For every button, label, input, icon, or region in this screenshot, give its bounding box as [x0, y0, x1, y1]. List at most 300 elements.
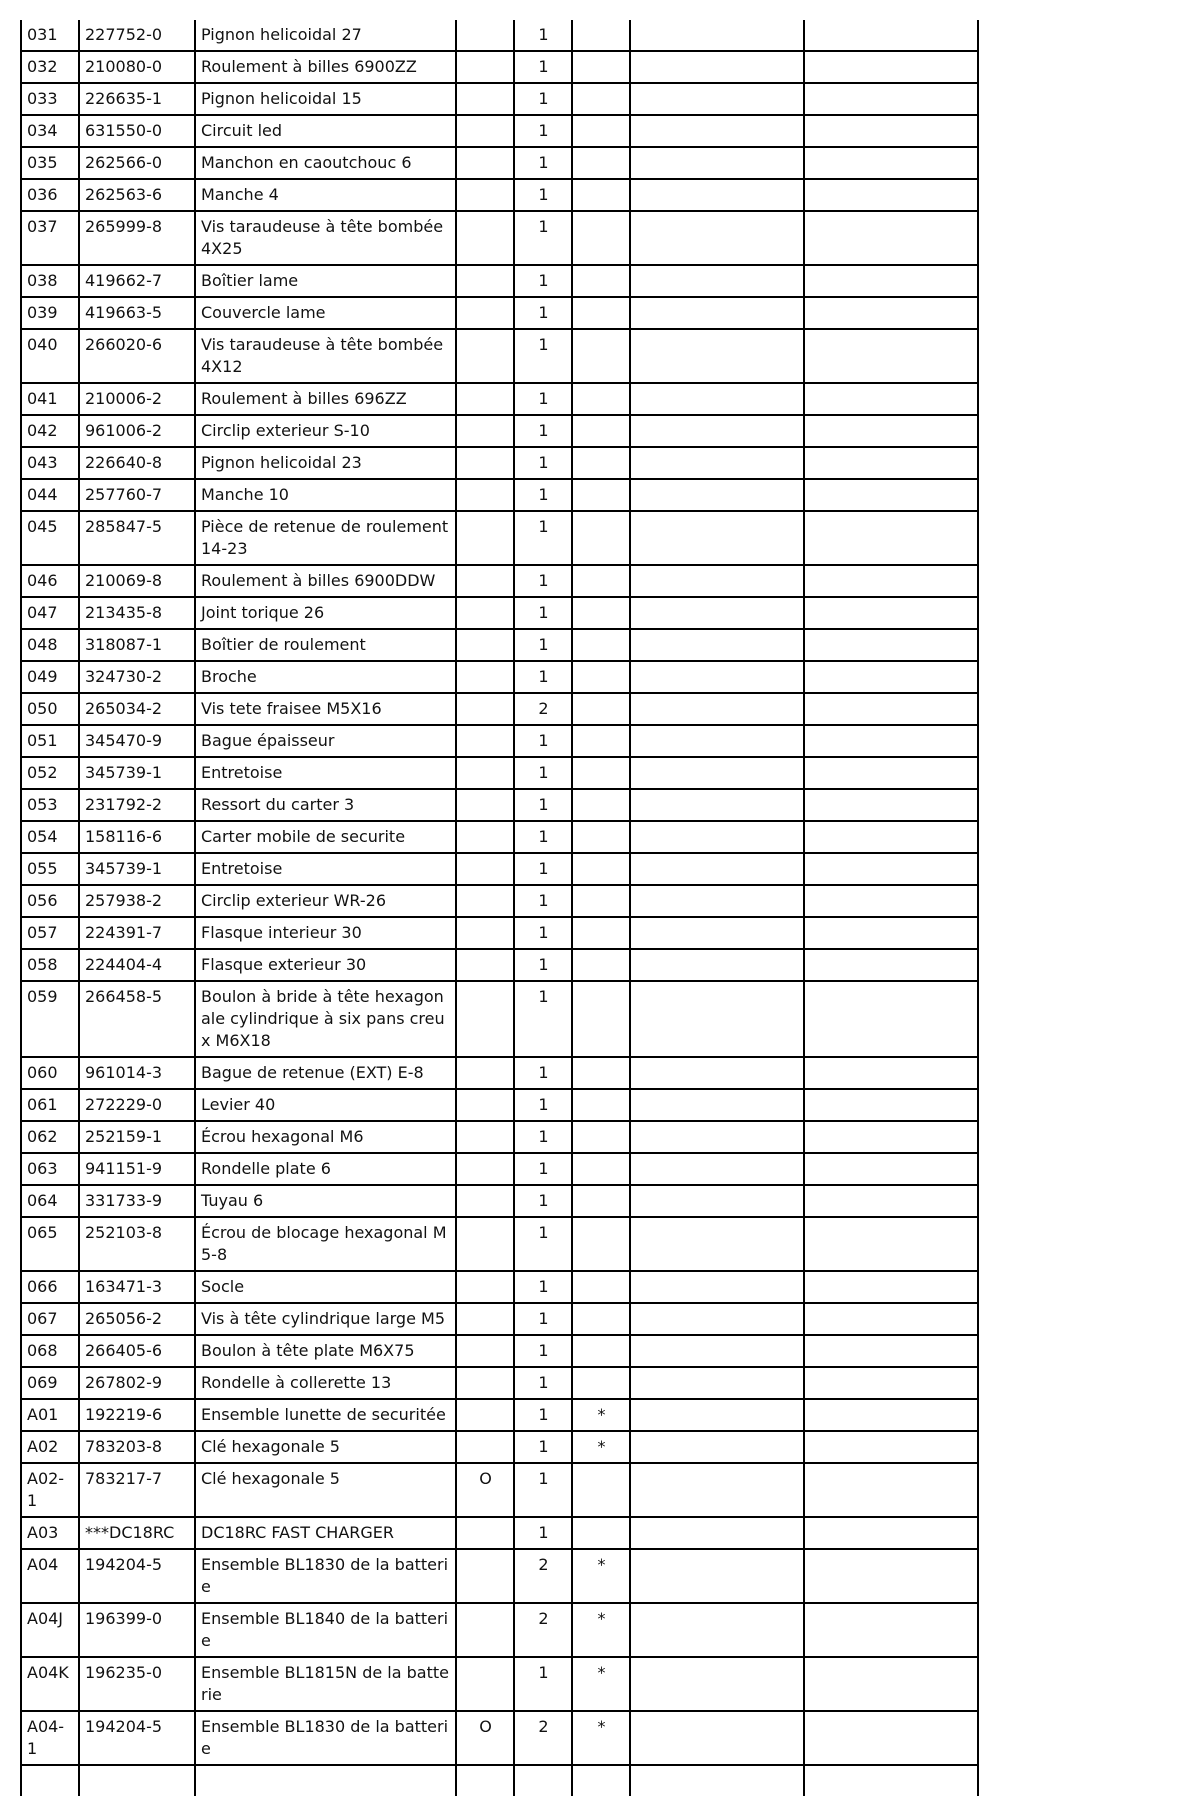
part-number-cell: 266020-6 [79, 329, 195, 383]
blank-cell [804, 661, 978, 693]
table-row [21, 1463, 978, 1517]
part-number-cell: 210006-2 [79, 383, 195, 415]
ref-number-cell: 056 [21, 885, 79, 917]
blank-cell [804, 415, 978, 447]
blank-cell [804, 917, 978, 949]
option-cell [456, 1121, 514, 1153]
table-row [21, 565, 978, 597]
quantity-cell: 1 [514, 981, 572, 1057]
option-cell: O [456, 1463, 514, 1517]
blank-cell [630, 511, 804, 565]
description-cell: Ensemble BL1830 de la batterie [195, 1549, 456, 1603]
note-mark-cell [572, 1057, 630, 1089]
description-cell: Roulement à billes 6900DDW [195, 565, 456, 597]
table-row [21, 1335, 978, 1367]
option-cell [456, 1657, 514, 1711]
blank-cell [804, 1517, 978, 1549]
blank-cell [630, 1367, 804, 1399]
blank-cell [804, 115, 978, 147]
quantity-cell: 1 [514, 725, 572, 757]
ref-number-cell: 042 [21, 415, 79, 447]
blank-cell [630, 383, 804, 415]
description-cell: Vis taraudeuse à tête bombée 4X12 [195, 329, 456, 383]
note-mark-cell [572, 1153, 630, 1185]
quantity-cell: 1 [514, 1303, 572, 1335]
blank-cell [195, 1765, 456, 1796]
description-cell: Ensemble BL1830 de la batterie [195, 1711, 456, 1765]
option-cell [456, 949, 514, 981]
note-mark-cell [572, 329, 630, 383]
table-row [21, 1549, 978, 1603]
blank-cell [804, 1711, 978, 1765]
option-cell [456, 1549, 514, 1603]
description-cell: Flasque interieur 30 [195, 917, 456, 949]
blank-cell [630, 1711, 804, 1765]
blank-cell [804, 1303, 978, 1335]
ref-number-cell: 052 [21, 757, 79, 789]
description-cell: Pignon helicoidal 15 [195, 83, 456, 115]
blank-cell [456, 1765, 514, 1796]
part-number-cell: 345470-9 [79, 725, 195, 757]
note-mark-cell: * [572, 1431, 630, 1463]
blank-cell [630, 565, 804, 597]
option-cell [456, 51, 514, 83]
table-row [21, 1657, 978, 1711]
description-cell: Rondelle à collerette 13 [195, 1367, 456, 1399]
blank-cell [804, 179, 978, 211]
ref-number-cell: 041 [21, 383, 79, 415]
blank-cell [630, 629, 804, 661]
blank-cell [804, 265, 978, 297]
blank-cell [630, 179, 804, 211]
blank-cell [804, 1463, 978, 1517]
quantity-cell: 1 [514, 479, 572, 511]
description-cell: Vis tete fraisee M5X16 [195, 693, 456, 725]
blank-cell [630, 51, 804, 83]
blank-cell [630, 789, 804, 821]
part-number-cell: 192219-6 [79, 1399, 195, 1431]
note-mark-cell [572, 1217, 630, 1271]
part-number-cell: 262563-6 [79, 179, 195, 211]
note-mark-cell [572, 949, 630, 981]
ref-number-cell: A04 [21, 1549, 79, 1603]
blank-cell [630, 1335, 804, 1367]
description-cell: Broche [195, 661, 456, 693]
blank-cell [804, 479, 978, 511]
table-row [21, 693, 978, 725]
description-cell: Couvercle lame [195, 297, 456, 329]
description-cell: Boulon à tête plate M6X75 [195, 1335, 456, 1367]
note-mark-cell [572, 917, 630, 949]
description-cell: Ensemble lunette de securitée [195, 1399, 456, 1431]
option-cell [456, 757, 514, 789]
blank-cell [630, 1431, 804, 1463]
table-row [21, 1121, 978, 1153]
description-cell: Ensemble BL1815N de la batterie [195, 1657, 456, 1711]
table-row [21, 83, 978, 115]
blank-cell [804, 629, 978, 661]
note-mark-cell: * [572, 1711, 630, 1765]
part-number-cell: 163471-3 [79, 1271, 195, 1303]
ref-number-cell: 062 [21, 1121, 79, 1153]
description-cell: Ensemble BL1840 de la batterie [195, 1603, 456, 1657]
description-cell: Pignon helicoidal 27 [195, 20, 456, 51]
blank-cell [804, 853, 978, 885]
ref-number-cell: 061 [21, 1089, 79, 1121]
blank-cell [630, 885, 804, 917]
quantity-cell: 2 [514, 1711, 572, 1765]
blank-cell [630, 1271, 804, 1303]
note-mark-cell [572, 265, 630, 297]
option-cell [456, 1153, 514, 1185]
blank-cell [630, 329, 804, 383]
table-row [21, 981, 978, 1057]
option-cell [456, 725, 514, 757]
note-mark-cell [572, 1121, 630, 1153]
part-number-cell: 257760-7 [79, 479, 195, 511]
option-cell [456, 1303, 514, 1335]
part-number-cell: 210069-8 [79, 565, 195, 597]
blank-cell [804, 447, 978, 479]
description-cell: Bague épaisseur [195, 725, 456, 757]
description-cell: Rondelle plate 6 [195, 1153, 456, 1185]
ref-number-cell: 048 [21, 629, 79, 661]
blank-cell [804, 1657, 978, 1711]
description-cell: Flasque exterieur 30 [195, 949, 456, 981]
quantity-cell: 1 [514, 211, 572, 265]
table-row [21, 1711, 978, 1765]
quantity-cell: 1 [514, 1657, 572, 1711]
description-cell: Écrou hexagonal M6 [195, 1121, 456, 1153]
quantity-cell: 1 [514, 265, 572, 297]
blank-cell [804, 1431, 978, 1463]
ref-number-cell: 032 [21, 51, 79, 83]
blank-cell [630, 83, 804, 115]
option-cell [456, 147, 514, 179]
description-cell: Boulon à bride à tête hexagonale cylindrique à six pans creux M6X18 [195, 981, 456, 1057]
table-row [21, 1603, 978, 1657]
quantity-cell: 1 [514, 1153, 572, 1185]
option-cell [456, 297, 514, 329]
description-cell: Manche 4 [195, 179, 456, 211]
quantity-cell: 1 [514, 949, 572, 981]
blank-cell [804, 1549, 978, 1603]
quantity-cell: 1 [514, 1089, 572, 1121]
description-cell: Circuit led [195, 115, 456, 147]
option-cell [456, 83, 514, 115]
ref-number-cell: A02 [21, 1431, 79, 1463]
quantity-cell: 2 [514, 1549, 572, 1603]
table-row [21, 147, 978, 179]
note-mark-cell [572, 1089, 630, 1121]
note-mark-cell [572, 479, 630, 511]
table-row [21, 179, 978, 211]
ref-number-cell: 069 [21, 1367, 79, 1399]
quantity-cell: 1 [514, 1121, 572, 1153]
part-number-cell: 158116-6 [79, 821, 195, 853]
ref-number-cell: 034 [21, 115, 79, 147]
table-row [21, 1217, 978, 1271]
ref-number-cell: 053 [21, 789, 79, 821]
ref-number-cell: 054 [21, 821, 79, 853]
part-number-cell: 266405-6 [79, 1335, 195, 1367]
table-row [21, 949, 978, 981]
ref-number-cell: 046 [21, 565, 79, 597]
table-row [21, 725, 978, 757]
ref-number-cell: 059 [21, 981, 79, 1057]
quantity-cell: 1 [514, 821, 572, 853]
description-cell: DC18RC FAST CHARGER [195, 1517, 456, 1549]
description-cell: Roulement à billes 696ZZ [195, 383, 456, 415]
quantity-cell: 1 [514, 757, 572, 789]
blank-cell [630, 415, 804, 447]
part-number-cell: 345739-1 [79, 757, 195, 789]
option-cell [456, 1057, 514, 1089]
note-mark-cell [572, 629, 630, 661]
option-cell [456, 853, 514, 885]
table-row [21, 1399, 978, 1431]
ref-number-cell: 038 [21, 265, 79, 297]
ref-number-cell: 060 [21, 1057, 79, 1089]
ref-number-cell: 035 [21, 147, 79, 179]
part-number-cell: 331733-9 [79, 1185, 195, 1217]
description-cell: Manchon en caoutchouc 6 [195, 147, 456, 179]
quantity-cell: 1 [514, 1463, 572, 1517]
ref-number-cell: A01 [21, 1399, 79, 1431]
part-number-cell: 419662-7 [79, 265, 195, 297]
option-cell [456, 1185, 514, 1217]
description-cell: Entretoise [195, 853, 456, 885]
note-mark-cell [572, 1271, 630, 1303]
blank-cell [630, 1603, 804, 1657]
blank-cell [514, 1765, 572, 1796]
table-row [21, 297, 978, 329]
description-cell: Bague de retenue (EXT) E-8 [195, 1057, 456, 1089]
table-row [21, 789, 978, 821]
blank-cell [804, 147, 978, 179]
note-mark-cell [572, 20, 630, 51]
blank-cell [79, 1765, 195, 1796]
quantity-cell: 1 [514, 147, 572, 179]
table-row [21, 415, 978, 447]
quantity-cell: 1 [514, 789, 572, 821]
ref-number-cell: 057 [21, 917, 79, 949]
part-number-cell: 272229-0 [79, 1089, 195, 1121]
table-row [21, 447, 978, 479]
quantity-cell: 1 [514, 1431, 572, 1463]
ref-number-cell: 066 [21, 1271, 79, 1303]
option-cell [456, 479, 514, 511]
ref-number-cell: 051 [21, 725, 79, 757]
table-row [21, 1517, 978, 1549]
blank-cell [630, 1185, 804, 1217]
description-cell: Socle [195, 1271, 456, 1303]
blank-cell [804, 693, 978, 725]
blank-cell [630, 20, 804, 51]
part-number-cell: 213435-8 [79, 597, 195, 629]
note-mark-cell [572, 1303, 630, 1335]
blank-cell [804, 1765, 978, 1796]
quantity-cell: 1 [514, 415, 572, 447]
blank-cell [630, 1463, 804, 1517]
table-row [21, 821, 978, 853]
blank-cell [630, 1303, 804, 1335]
note-mark-cell [572, 1185, 630, 1217]
table-row [21, 1303, 978, 1335]
blank-cell [630, 1153, 804, 1185]
description-cell: Manche 10 [195, 479, 456, 511]
part-number-cell: 266458-5 [79, 981, 195, 1057]
note-mark-cell [572, 821, 630, 853]
table-row [21, 20, 978, 51]
quantity-cell: 1 [514, 853, 572, 885]
part-number-cell: 267802-9 [79, 1367, 195, 1399]
blank-cell [804, 20, 978, 51]
quantity-cell: 1 [514, 329, 572, 383]
blank-cell [804, 383, 978, 415]
description-cell: Tuyau 6 [195, 1185, 456, 1217]
option-cell [456, 329, 514, 383]
quantity-cell: 1 [514, 115, 572, 147]
table-row [21, 629, 978, 661]
table-row [21, 115, 978, 147]
blank-cell [804, 757, 978, 789]
ref-number-cell: 039 [21, 297, 79, 329]
part-number-cell: 265034-2 [79, 693, 195, 725]
option-cell [456, 383, 514, 415]
option-cell [456, 693, 514, 725]
blank-cell [572, 1765, 630, 1796]
blank-cell [804, 725, 978, 757]
quantity-cell: 2 [514, 1603, 572, 1657]
blank-cell [804, 1185, 978, 1217]
parts-list-page [20, 20, 977, 1796]
ref-number-cell: 065 [21, 1217, 79, 1271]
option-cell [456, 597, 514, 629]
part-number-cell: 318087-1 [79, 629, 195, 661]
quantity-cell: 1 [514, 1367, 572, 1399]
description-cell: Levier 40 [195, 1089, 456, 1121]
ref-number-cell: 031 [21, 20, 79, 51]
blank-cell [804, 981, 978, 1057]
description-cell: Ressort du carter 3 [195, 789, 456, 821]
description-cell: Circlip exterieur WR-26 [195, 885, 456, 917]
blank-cell [804, 1335, 978, 1367]
blank-cell [804, 329, 978, 383]
quantity-cell: 1 [514, 1399, 572, 1431]
table-row [21, 661, 978, 693]
blank-cell [630, 1121, 804, 1153]
description-cell: Boîtier lame [195, 265, 456, 297]
table-row [21, 383, 978, 415]
table-row [21, 1089, 978, 1121]
blank-cell [630, 1657, 804, 1711]
part-number-cell: 226640-8 [79, 447, 195, 479]
blank-cell [804, 1057, 978, 1089]
ref-number-cell: 068 [21, 1335, 79, 1367]
note-mark-cell [572, 597, 630, 629]
quantity-cell: 1 [514, 1271, 572, 1303]
note-mark-cell [572, 725, 630, 757]
option-cell [456, 789, 514, 821]
ref-number-cell: 049 [21, 661, 79, 693]
blank-cell [630, 1765, 804, 1796]
blank-cell [804, 1399, 978, 1431]
note-mark-cell [572, 757, 630, 789]
quantity-cell: 1 [514, 383, 572, 415]
option-cell [456, 1367, 514, 1399]
table-row [21, 479, 978, 511]
note-mark-cell [572, 211, 630, 265]
note-mark-cell [572, 693, 630, 725]
option-cell [456, 20, 514, 51]
description-cell: Entretoise [195, 757, 456, 789]
quantity-cell: 1 [514, 917, 572, 949]
part-number-cell: 194204-5 [79, 1549, 195, 1603]
note-mark-cell [572, 297, 630, 329]
part-number-cell: 194204-5 [79, 1711, 195, 1765]
note-mark-cell [572, 565, 630, 597]
table-row [21, 853, 978, 885]
part-number-cell: 324730-2 [79, 661, 195, 693]
description-cell: Boîtier de roulement [195, 629, 456, 661]
table-row [21, 51, 978, 83]
table-row [21, 211, 978, 265]
blank-cell [630, 1217, 804, 1271]
option-cell [456, 179, 514, 211]
part-number-cell: 265999-8 [79, 211, 195, 265]
option-cell [456, 661, 514, 693]
ref-number-cell: 040 [21, 329, 79, 383]
table-row [21, 1271, 978, 1303]
option-cell [456, 211, 514, 265]
blank-cell [804, 51, 978, 83]
blank-cell [630, 479, 804, 511]
quantity-cell: 2 [514, 693, 572, 725]
note-mark-cell [572, 383, 630, 415]
blank-cell [630, 265, 804, 297]
quantity-cell: 1 [514, 83, 572, 115]
table-row [21, 1057, 978, 1089]
description-cell: Vis à tête cylindrique large M5 [195, 1303, 456, 1335]
table-row [21, 917, 978, 949]
ref-number-cell: 044 [21, 479, 79, 511]
blank-cell [630, 1089, 804, 1121]
blank-cell [804, 1603, 978, 1657]
ref-number-cell: A03 [21, 1517, 79, 1549]
part-number-cell: 265056-2 [79, 1303, 195, 1335]
ref-number-cell: A04K [21, 1657, 79, 1711]
blank-cell [804, 1217, 978, 1271]
option-cell [456, 1431, 514, 1463]
ref-number-cell: 058 [21, 949, 79, 981]
quantity-cell: 1 [514, 885, 572, 917]
blank-cell [804, 821, 978, 853]
blank-cell [630, 297, 804, 329]
blank-cell [630, 981, 804, 1057]
blank-cell [630, 1517, 804, 1549]
option-cell [456, 885, 514, 917]
option-cell [456, 115, 514, 147]
part-number-cell: 210080-0 [79, 51, 195, 83]
blank-cell [804, 83, 978, 115]
ref-number-cell: 063 [21, 1153, 79, 1185]
table-row [21, 1367, 978, 1399]
table-row [21, 1153, 978, 1185]
part-number-cell: 227752-0 [79, 20, 195, 51]
quantity-cell: 1 [514, 1185, 572, 1217]
table-row [21, 885, 978, 917]
